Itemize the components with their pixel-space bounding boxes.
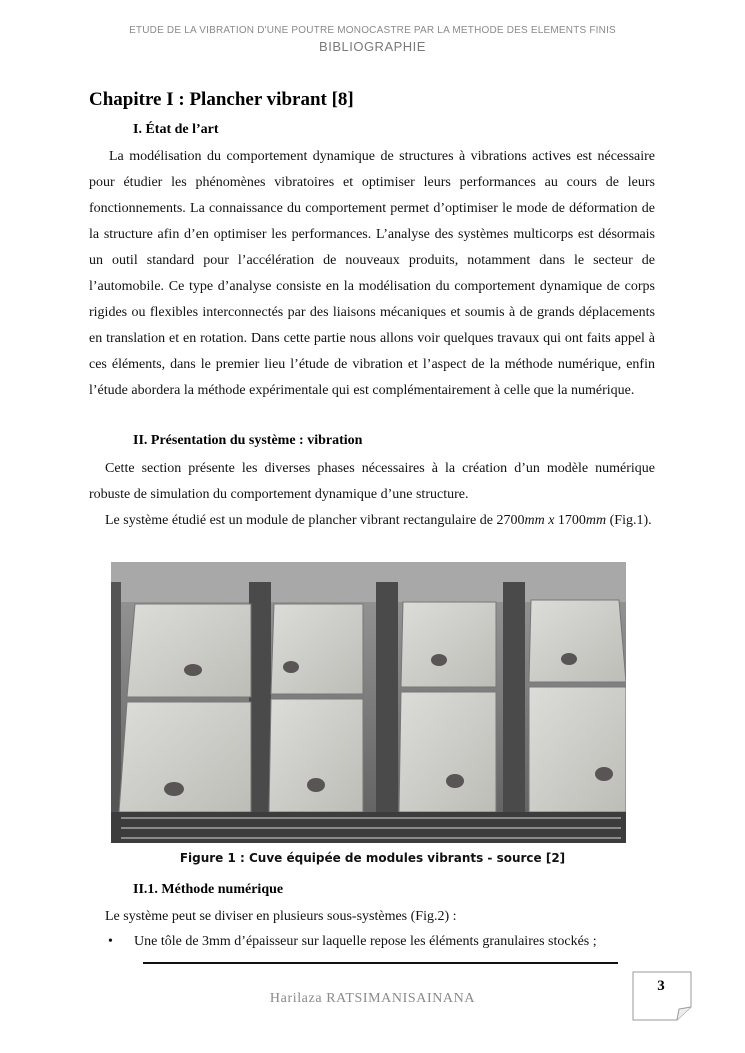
figure-caption: Figure 1 : Cuve équipée de modules vibrants - source [2] [179,851,566,865]
chapter-title: Chapitre I : Plancher vibrant [8] [89,89,354,110]
paragraph-presentation-1: Cette section présente les diverses phases nécessaires à la création d’un modèle numérique robuste de simulation du comportement dynamique d’une structure. [89,461,655,502]
page-number: 3 [657,978,665,994]
section-heading-methode-numerique: II.1. Méthode numérique [133,882,284,897]
text-fig-ref: (Fig.1). [606,513,652,528]
text-system-intro: Le système étudié est un module de plancher vibrant rectangulaire de 2700 [105,513,525,528]
footer-divider [143,962,618,964]
section-heading-etat-de-l-art: I. État de l’art [133,122,219,137]
list-item [108,934,668,950]
unit-mm: mm [585,513,607,528]
figure-photo-vibrating-modules [111,562,626,843]
bullet-icon: • [108,934,113,949]
section-heading-presentation: II. Présentation du système : vibration [133,433,363,448]
running-header: ETUDE DE LA VIBRATION D'UNE POUTRE MONOCASTRE PAR LA METHODE DES ELEMENTS FINIS [129,25,616,36]
list-item-text: Une tôle de 3mm d’épaisseur sur laquelle repose les éléments granulaires stockés ; [134,934,597,949]
paragraph-presentation-2 [89,508,655,534]
text-dimension: 1700 [554,513,586,528]
paragraph-methode-numerique: Le système peut se diviser en plusieurs sous-systèmes (Fig.2) : [105,909,457,924]
footer-author: Harilaza RATSIMANISAINANA [269,991,476,1006]
section-header: BIBLIOGRAPHIE [319,39,426,54]
unit-mm-x: mm x [524,513,555,528]
paragraph-etat-de-l-art: La modélisation du comportement dynamique de structures à vibrations actives est nécessaire pour étudier les phénomènes vibratoires et optimiser leurs performances au cours de leurs fonctionnements. La connaissance du comportement permet d’optimiser le mode de déformation de la structure afin d’en optimiser les performances. L’analyse des systèmes multicorps est désormais un outil standard pour l’accélération de nouveaux produits, notamment dans le secteur de l’automobile. Ce type d’analyse consiste en la modélisation du comportement dynamique de corps rigides ou flexibles interconnectés par des liaisons mécaniques et soumis à de grands déplacements en translation et en rotation. Dans cette partie nous allons voir quelques travaux qui ont faits appel à ces éléments, dans le premier lieu l’étude de vibration et l’aspect de la méthode numérique, enfin l’étude abordera la méthode expérimentale qui est complémentairement à celle que la numérique. [89,149,655,398]
